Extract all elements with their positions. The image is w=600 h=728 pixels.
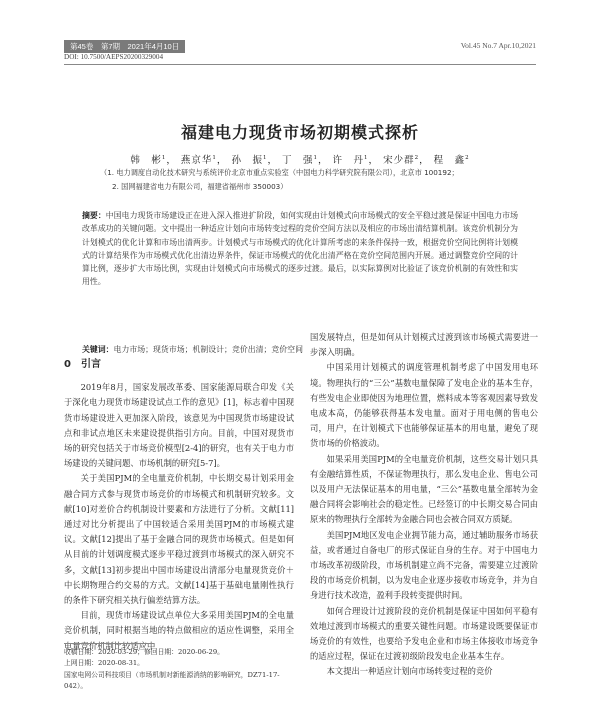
author: 宋少群$^2$ — [383, 154, 420, 166]
body-paragraph: 美国PJM地区发电企业拥节能力高，通过辅助服务市场获益，或者通过自备电厂的形式保证自身的生存。对于中国电力市场改革初级阶段，市场机制建立尚不完备，需要建立过渡阶段的市场竞价机制，以为发电企业逐步接收市场竞争，并为自身进行技术改造，盈利手段转变提供时间。 — [310, 529, 538, 601]
affiliation-2: 2. 国网福建省电力有限公司，福建省福州市 350003） — [112, 182, 288, 191]
body-paragraph-continued: 国发展特点，但是如何从计划模式过渡到该市场模式需要进一步深入明确。 — [310, 332, 538, 358]
keywords-label: 关键词： — [82, 345, 114, 354]
footnotes — [64, 647, 296, 693]
journal-volume-header: Vol.45 No.7 Apr.10,2021 — [460, 41, 536, 50]
affiliation-1: （1. 电力调度自动化技术研究与系统评价北京市重点实验室（中国电力科学研究院有限公司），北京市 100192； — [100, 168, 459, 177]
author: 韩 彬$^1$ — [130, 154, 167, 166]
keywords-text: 电力市场；现货市场；机制设计；竞价出清；竞价空间 — [113, 345, 303, 354]
footnote-divider — [64, 643, 154, 644]
header-divider — [64, 64, 536, 65]
author: 许 丹$^1$ — [332, 154, 369, 166]
paper-title: 福建电力现货市场初期模式探析 — [180, 123, 419, 142]
journal-issue-header — [64, 40, 185, 53]
body-paragraph: 如果采用美国PJM的全电量竞价机制，这些交易计划只具有金融结算性质，不保证物理执行，那么发电企业、售电公司以及用户无法保证基本的用电量，“三公”基数电量全部转为金融合同将会影响社会的稳定性。已经签订的中长期交易合同由原来的物理执行全部转为金融合同也会被合同双方质疑。 — [310, 453, 538, 525]
body-paragraph: 中国采用计划模式的调度管理机制考虑了中国发用电环境。物理执行的“三公”基数电量保障了发电企业的基本生存，有些发电企业即使因为地理位置，燃料成本等客观因素导致发电成本高，仍能够获得基本发电量。面对于用电侧的售电公司，用户，在计划模式下也能够保证基本的用电量，避免了现货市场的价格波动。 — [310, 362, 538, 449]
issue-tag: 第45卷 第7期 2021年4月10日 — [64, 40, 185, 53]
author: 孙 振$^1$ — [231, 154, 268, 166]
abstract-label: 摘要： — [82, 211, 106, 220]
doi-line: DOI: 10.7500/AEPS20200329004 — [64, 53, 164, 61]
author: 丁 强$^1$ — [281, 154, 318, 166]
author: 燕京华$^1$ — [180, 154, 217, 166]
footnote-funding: 国家电网公司科技项目（市场机制对新能源消纳的影响研究，DZ71-17-042）。 — [64, 670, 280, 691]
section-heading-introduction: 0 引言 — [64, 359, 101, 370]
left-column — [64, 357, 294, 654]
body-paragraph: 本文提出一种适应计划向市场转变过程的竞价 — [326, 666, 493, 677]
author-list: 韩 彬$^1$， 燕京华$^1$， 孙 振$^1$， 丁 强$^1$， 许 丹$^1$， 宋少群$^2$， 程 鑫$^2$ — [130, 154, 470, 166]
footnote-received-date: 收稿日期：2020-03-29；修回日期：2020-06-29。 — [64, 648, 224, 656]
body-paragraph: 2019年8月，国家发展改革委、国家能源局联合印发《关于深化电力现货市场建设试点工作的意见》[1]，标志着中国现货市场建设进入更加深入阶段，该意见为中国现货市场建设试点和非试点地区未来建设提供指引方向。目前，中国对现货市场的研究包括关于市场竞价模型[2-4]的研究，也有关于电力市场建设的关键问题、市场机制的研究[5-7]。 — [64, 382, 294, 469]
author: 程 鑫$^2$ — [433, 154, 470, 166]
body-paragraph: 关于美国PJM的全电量竞价机制，中长期交易计划采用金融合同方式参与现货市场竞价的市场模式和机制研究较多。文献[10]对差价合约机制设计要素和方法进行了分析。文献[11]通过对比分析提出了中国较适合采用美国PJM的市场模式建议。文献[12]提出了基于金融合同的现货市场模式。但是如何从目前的计划调度模式逐步平稳过渡到市场模式的深入研究不多，文献[13]初步提出中国市场建设出清部分电量现货竞价＋中长期物理合约交易的方式。文献[14]基于基础电量刚性执行的条件下研究相关执行偏差结算方法。 — [64, 473, 294, 606]
abstract — [82, 209, 518, 289]
abstract-text: 中国电力现货市场建设正在进入深入推进扩阶段，如何实现由计划模式向市场模式的安全平稳过渡是保证中国电力市场改革成功的关键问题。文中提出一种适应计划向市场转变过程的竞价空间方法以及相应的市场出清结算机制。该竞价机制分为计划模式的优化计算和市场出清两步。计划模式与市场模式的优化计算所考虑的来条件保持一致，根据竞价空间比例将计划模式的计算结果作为市场模式优化出清边界条件，保证市场模式的优化出清严格在竞价空间范围内开展。通过调整竞价空间的计算比例，逐步扩大市场比例，实现由计划模式向市场模式的逐步过渡。最后，以实际算例对比验证了该竞价机制的有效性和实用性。 — [82, 211, 518, 287]
footnote-online-date: 上网日期：2020-08-31。 — [64, 659, 144, 668]
body-paragraph: 目前，现货市场建设试点单位大多采用美国PJM的全电量竞价机制，同时根据当地的特点做相应的适应性调整，采用全电量竞价机制比较适应中 — [64, 610, 294, 651]
right-column — [310, 330, 538, 680]
body-paragraph: 如何合理设计过渡阶段的竞价机制是保证中国如何平稳有效地过渡到市场模式的重要关键性问题。市场建设既要保证市场竞价的有效性，也要给予发电企业和市场主体接收市场竞争的适应过程，保证在过渡初级阶段发电企业基本生存。 — [310, 605, 538, 662]
